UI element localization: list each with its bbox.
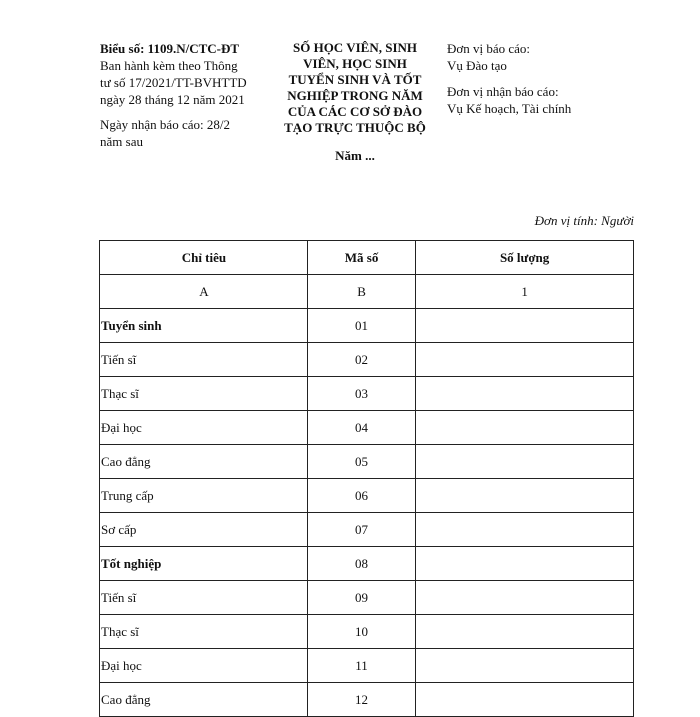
row-quantity xyxy=(416,547,634,581)
reporting-unit-label: Đơn vị báo cáo: xyxy=(447,41,531,56)
table-row xyxy=(100,513,634,547)
row-code: 06 xyxy=(307,479,415,513)
report-table xyxy=(99,240,634,717)
header-quantity: Số lượng xyxy=(416,241,634,275)
table-row xyxy=(100,649,634,683)
row-name: Tiến sĩ xyxy=(100,343,308,377)
row-quantity xyxy=(416,649,634,683)
row-code: 07 xyxy=(307,513,415,547)
table-row xyxy=(100,309,634,343)
header-left xyxy=(100,40,275,150)
title-line-2: VIÊN, HỌC SINH xyxy=(303,56,407,71)
issued-line-3: ngày 28 tháng 12 năm 2021 xyxy=(100,92,245,107)
title-line-1: SỐ HỌC VIÊN, SINH xyxy=(292,40,417,55)
row-code: 03 xyxy=(307,377,415,411)
row-code: 11 xyxy=(307,649,415,683)
row-code: 05 xyxy=(307,445,415,479)
row-name: Tuyển sinh xyxy=(100,309,308,343)
row-name: Trung cấp xyxy=(100,479,308,513)
row-name: Đại học xyxy=(100,411,308,445)
table-header-row xyxy=(100,241,634,275)
subheader-a: A xyxy=(100,275,308,309)
row-code: 08 xyxy=(307,547,415,581)
form-code: Biểu số: 1109.N/CTC-ĐT xyxy=(100,41,240,56)
table-subheader-row xyxy=(100,275,634,309)
receiving-unit-value: Vụ Kế hoạch, Tài chính xyxy=(447,101,572,116)
row-name: Tốt nghiệp xyxy=(100,547,308,581)
row-code: 12 xyxy=(307,683,415,717)
table-row xyxy=(100,547,634,581)
reporting-unit-value: Vụ Đào tạo xyxy=(447,58,507,73)
title-line-3: TUYỂN SINH VÀ TỐT xyxy=(288,72,422,87)
table-row xyxy=(100,615,634,649)
row-quantity xyxy=(416,445,634,479)
table-row xyxy=(100,479,634,513)
received-line-1: Ngày nhận báo cáo: 28/2 xyxy=(100,117,230,132)
table-row xyxy=(100,343,634,377)
row-name: Cao đẳng xyxy=(100,445,308,479)
issued-line-1: Ban hành kèm theo Thông xyxy=(100,58,238,73)
table-row xyxy=(100,581,634,615)
row-quantity xyxy=(416,581,634,615)
row-name: Thạc sĩ xyxy=(100,377,308,411)
table-row xyxy=(100,445,634,479)
title-line-5: CỦA CÁC CƠ SỞ ĐÀO xyxy=(287,104,423,119)
row-name: Thạc sĩ xyxy=(100,615,308,649)
table-row xyxy=(100,411,634,445)
received-line-2: năm sau xyxy=(100,134,143,149)
issued-line-2: tư số 17/2021/TT-BVHTTD xyxy=(100,75,247,90)
receiving-unit-label: Đơn vị nhận báo cáo: xyxy=(447,84,559,99)
row-quantity xyxy=(416,377,634,411)
row-code: 10 xyxy=(307,615,415,649)
row-quantity xyxy=(416,411,634,445)
row-name: Tiến sĩ xyxy=(100,581,308,615)
header-criteria: Chỉ tiêu xyxy=(100,241,308,275)
row-code: 09 xyxy=(307,581,415,615)
row-name: Cao đẳng xyxy=(100,683,308,717)
title-line-4: NGHIỆP TRONG NĂM xyxy=(287,88,423,103)
row-quantity xyxy=(416,309,634,343)
row-name: Sơ cấp xyxy=(100,513,308,547)
report-year: Năm ... xyxy=(335,148,375,163)
row-quantity xyxy=(416,343,634,377)
header-right xyxy=(447,40,647,117)
unit-note: Đơn vị tính: Người xyxy=(534,213,634,228)
report-title xyxy=(270,40,440,164)
row-quantity xyxy=(416,615,634,649)
header-code: Mã số xyxy=(307,241,415,275)
row-quantity xyxy=(416,513,634,547)
table-row xyxy=(100,377,634,411)
title-line-6: TẠO TRỰC THUỘC BỘ xyxy=(284,120,426,135)
row-name: Đại học xyxy=(100,649,308,683)
subheader-b: B xyxy=(307,275,415,309)
row-code: 04 xyxy=(307,411,415,445)
row-code: 01 xyxy=(307,309,415,343)
row-quantity xyxy=(416,479,634,513)
subheader-1: 1 xyxy=(416,275,634,309)
row-code: 02 xyxy=(307,343,415,377)
